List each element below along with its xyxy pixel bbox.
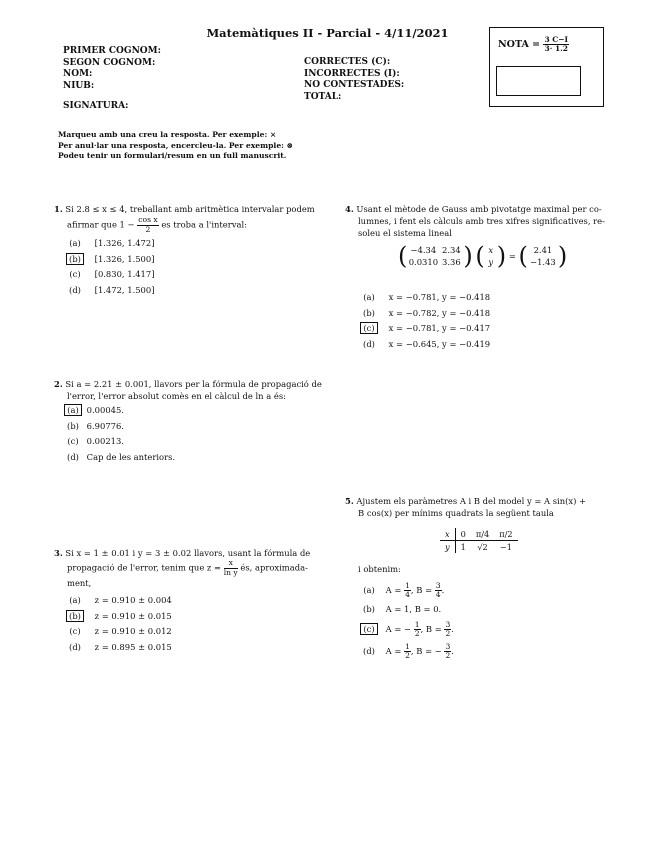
paren-close: ) [557, 242, 568, 270]
option-b[interactable] [58, 609, 172, 625]
option-text: , B = [420, 624, 442, 634]
option-label-boxed: (c) [360, 322, 377, 334]
option-text: 6.90776. [86, 420, 124, 431]
data-table [440, 528, 518, 553]
option-text: z = 0.910 ± 0.004 [94, 595, 172, 605]
option-c[interactable] [58, 267, 154, 283]
nota-denominator: 3· 1.2 [544, 44, 569, 53]
option-b[interactable] [352, 306, 490, 322]
fraction-denominator: 4 [435, 590, 441, 599]
option-text: , B = [410, 585, 433, 595]
question-1 [54, 203, 334, 234]
question-text: ment, [67, 578, 92, 588]
q1-options [58, 236, 154, 298]
option-label: (c) [67, 436, 79, 446]
question-text: és, aproximada- [240, 562, 308, 573]
question-fraction [224, 559, 238, 577]
option-text: x = −0.781, y = −0.418 [388, 292, 491, 302]
paren-open: ( [518, 242, 528, 270]
field-signatura: SIGNATURA: [63, 101, 129, 111]
question-text: lumnes, i fent els càlculs amb tres xifres significatives, re- [358, 216, 605, 226]
option-text: . [441, 585, 445, 595]
fraction-numerator: 1 [405, 641, 410, 651]
fraction-denominator: 2 [414, 629, 420, 638]
nota-grade-field[interactable] [496, 66, 581, 96]
fraction-denominator: 2 [145, 224, 151, 234]
q2-options [62, 403, 175, 465]
option-text: [1.472, 1.500] [94, 284, 155, 295]
table-row [440, 528, 518, 541]
option-text: A = [385, 585, 402, 595]
fraction-numerator: 1 [405, 580, 410, 590]
option-c[interactable] [62, 434, 175, 450]
option-text: A = − [385, 624, 412, 634]
option-label: (a) [363, 585, 375, 595]
instructions [58, 130, 293, 162]
option-label-boxed: (a) [64, 404, 82, 416]
table-cell: π/4 [475, 529, 490, 539]
paren-open: ( [398, 242, 408, 270]
fraction-numerator: 1 [414, 619, 420, 629]
option-text: [1.326, 1.500] [94, 253, 155, 264]
option-label: (b) [363, 307, 375, 318]
option-d[interactable] [58, 640, 172, 656]
option-d[interactable] [355, 640, 454, 662]
matrix-entry: −4.34 [410, 245, 437, 255]
fraction-denominator: ln y [223, 567, 238, 577]
option-b[interactable] [62, 419, 175, 435]
field-segon-cognom: SEGON COGNOM: [63, 57, 156, 68]
option-text: [0.830, 1.417] [94, 269, 155, 279]
paren-open: ( [475, 242, 485, 270]
vector-entry: y [488, 257, 494, 267]
option-text: x = −0.782, y = −0.418 [388, 307, 491, 318]
option-label-boxed: (b) [66, 610, 84, 622]
option-label: (d) [69, 284, 81, 295]
option-b[interactable] [58, 252, 154, 268]
option-label: (d) [67, 451, 79, 462]
fraction-numerator: 3 [435, 580, 441, 590]
option-text: A = [385, 646, 402, 656]
option-text: . [451, 646, 454, 656]
table-cell: y [440, 541, 455, 554]
option-d[interactable] [58, 283, 154, 299]
option-a[interactable] [355, 580, 454, 600]
field-total: TOTAL: [304, 91, 342, 102]
question-text: Usant el mètode de Gauss amb pivotatge maximal per co- [356, 204, 602, 214]
option-text: x = −0.781, y = −0.417 [388, 323, 491, 333]
option-text: A = 1, B = 0. [385, 604, 442, 614]
question-text: Si x = 1 ± 0.01 i y = 3 ± 0.02 llavors, usant la fórmula de [65, 548, 311, 558]
question-number: 1. [54, 204, 63, 214]
question-number: 3. [54, 548, 63, 558]
linear-system: ( −4.34 0.03102.34 3.36 ) ( x y ) = ( 2.41 −1.43) [398, 242, 568, 270]
question-5 [345, 495, 625, 519]
field-primer-cognom: PRIMER COGNOM: [63, 46, 161, 56]
question-2 [54, 378, 334, 402]
option-text: x = −0.645, y = −0.419 [388, 338, 491, 349]
option-text: z = 0.910 ± 0.012 [94, 626, 172, 636]
option-text: Cap de les anteriors. [86, 451, 176, 462]
question-number: 4. [345, 204, 354, 214]
table-cell: −1 [499, 542, 512, 552]
vector-entry: 2.41 [533, 245, 553, 255]
question-text: l'error, l'error absolut comès en el càlcul de ln a és: [67, 391, 286, 401]
fraction-denominator: 2 [405, 651, 410, 660]
option-text: [1.326, 1.472] [94, 238, 155, 248]
fraction-numerator: 3 [445, 619, 451, 629]
nota-fraction [543, 36, 569, 53]
question-text: es troba a l'interval: [161, 219, 247, 230]
option-text: . [451, 624, 454, 634]
table-cell: √2 [477, 542, 488, 552]
option-text: 0.00213. [86, 436, 124, 446]
option-text: 0.00045. [86, 405, 124, 415]
question-3 [54, 547, 334, 589]
matrix-entry: 3.36 [442, 257, 461, 267]
fraction-numerator: cos x [138, 215, 158, 224]
table-row [440, 541, 518, 554]
question-number: 2. [54, 379, 63, 389]
q3-options [58, 593, 172, 655]
option-label: (c) [69, 269, 81, 279]
matrix-entry: 0.0310 [408, 257, 439, 267]
table-cell: 1 [460, 542, 466, 552]
option-label: (b) [67, 420, 79, 431]
option-label: (d) [69, 641, 81, 652]
fraction-denominator: 2 [445, 651, 451, 660]
option-d[interactable] [352, 337, 490, 353]
option-label: (d) [363, 646, 375, 656]
matrix-entry: 2.34 [442, 245, 461, 255]
option-a[interactable] [352, 290, 490, 306]
option-c[interactable] [355, 618, 454, 640]
option-label: (a) [69, 595, 81, 605]
nota-formula [498, 36, 569, 53]
option-c[interactable] [58, 624, 172, 640]
score-fields [304, 57, 404, 103]
option-label: (a) [363, 292, 375, 302]
fraction-numerator: 3 [445, 641, 451, 651]
table-cell: x [440, 528, 455, 541]
question-number: 5. [345, 496, 354, 506]
instruction-line: Podeu tenir un formulari/resum en un full manuscrit. [58, 151, 287, 160]
question-text: soleu el sistema lineal [358, 228, 452, 238]
option-label-boxed: (b) [66, 253, 84, 265]
field-incorrectes: INCORRECTES (I): [304, 68, 400, 79]
option-a[interactable] [62, 403, 175, 419]
paren-close: ) [463, 242, 473, 270]
obtenim-text: i obtenim: [358, 564, 401, 574]
question-text: Ajustem els paràmetres A i B del model y = A sin(x) + [356, 496, 587, 506]
question-4 [345, 203, 615, 239]
instruction-line: Per anul·lar una resposta, encercleu-la. Per exemple: ⊗ [58, 140, 293, 150]
field-no-contestades: NO CONTESTADES: [304, 80, 405, 90]
question-fraction [137, 216, 158, 234]
option-c[interactable] [352, 321, 490, 337]
option-text: z = 0.910 ± 0.015 [94, 610, 172, 621]
question-text: Si 2.8 ≤ x ≤ 4, treballant amb aritmètica intervalar podem [65, 204, 315, 214]
nota-label: NOTA = [498, 39, 541, 50]
question-text: B cos(x) per mínims quadrats la següent taula [358, 508, 554, 518]
option-b[interactable] [355, 600, 454, 618]
page-title: Matemàtiques II - Parcial - 4/11/2021 [206, 26, 449, 40]
option-label: (d) [363, 338, 375, 349]
q5-options [355, 580, 454, 662]
fraction-denominator: 4 [405, 590, 410, 599]
table-cell: π/2 [499, 529, 513, 539]
option-label: (b) [363, 604, 375, 614]
q4-options [352, 290, 490, 352]
option-label: (c) [69, 626, 81, 636]
paren-close: ) [496, 242, 507, 270]
instruction-line: Marqueu amb una creu la resposta. Per exemple: × [58, 130, 277, 139]
table-cell: 0 [460, 529, 466, 539]
option-d[interactable] [62, 450, 175, 466]
option-a[interactable] [58, 593, 172, 609]
option-label: (a) [69, 238, 81, 248]
field-niub: NIUB: [63, 80, 95, 91]
option-text: z = 0.895 ± 0.015 [94, 641, 172, 652]
nota-numerator: 3 C−I [544, 35, 569, 44]
option-a[interactable] [58, 236, 154, 252]
vector-entry: x [488, 245, 494, 255]
field-nom: NOM: [63, 69, 93, 79]
question-text: propagació de l'error, tenim que z = [67, 562, 222, 573]
option-text: , B = − [410, 646, 442, 656]
question-text: afirmar que 1 − [67, 219, 135, 230]
option-label-boxed: (c) [360, 623, 377, 635]
fraction-numerator: x [224, 559, 238, 569]
student-fields [63, 46, 161, 92]
fraction-denominator: 2 [445, 629, 451, 638]
question-text: Si a = 2.21 ± 0.001, llavors per la fórmula de propagació de [65, 379, 322, 389]
field-correctes: CORRECTES (C): [304, 57, 391, 67]
vector-entry: −1.43 [530, 257, 556, 267]
